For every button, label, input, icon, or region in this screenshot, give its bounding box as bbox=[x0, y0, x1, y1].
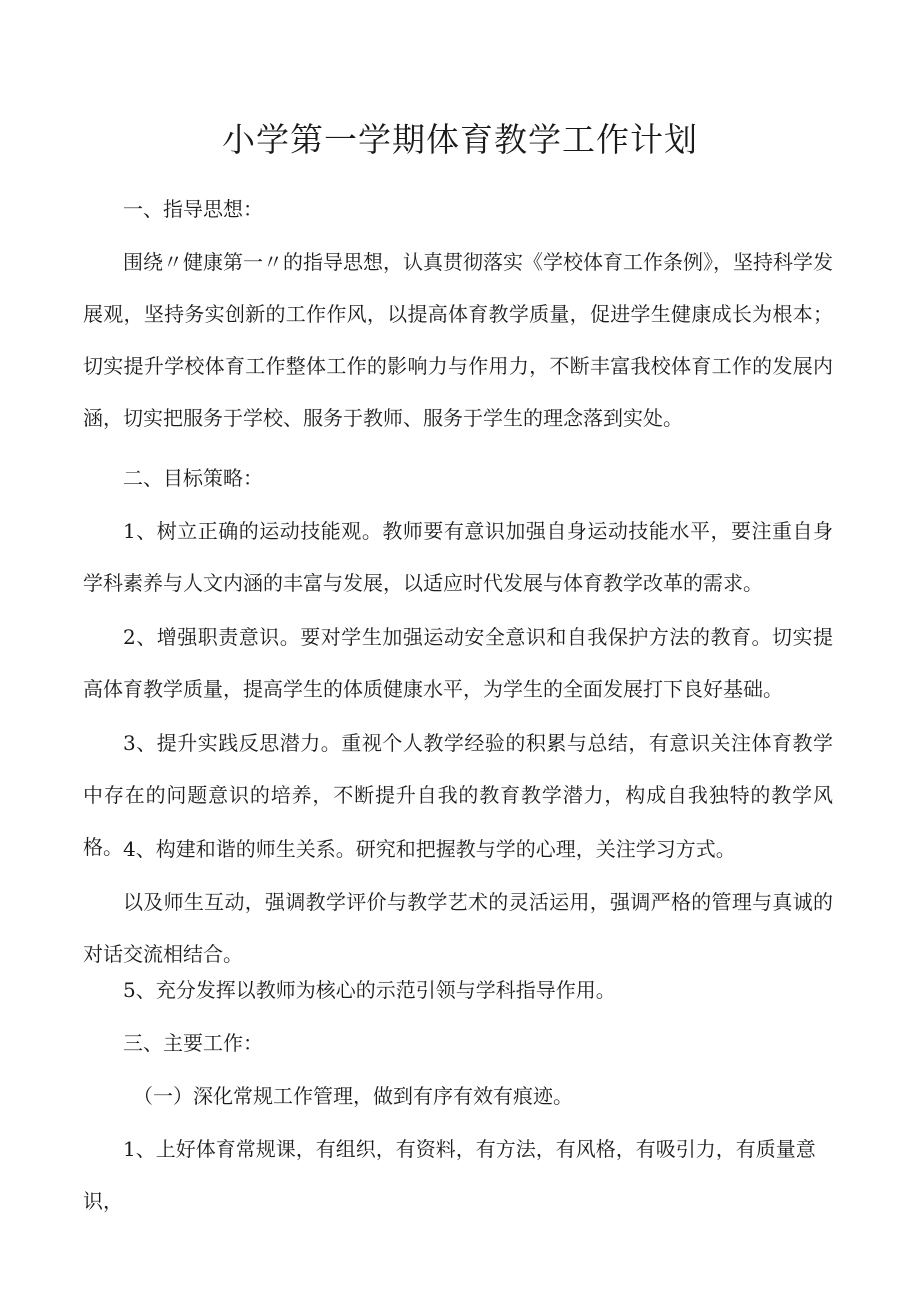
goal-item-1: 1、树立正确的运动技能观。教师要有意识加强自身运动技能水平，要注重自身学科素养与人文内涵的丰富与发展，以适应时代发展与体育教学改革的需求。 bbox=[83, 519, 833, 595]
goal-item-3: 3、提升实践反思潜力。重视个人教学经验的积累与总结，有意识关注体育教学中存在的问题意识的培养，不断提升自我的教育教学潜力，构成自我独特的教学风格。 bbox=[83, 731, 833, 859]
goal-item-4: 4、构建和谐的师生关系。研究和把握教与学的心理，关注学习方式。 bbox=[123, 837, 736, 861]
section-heading-goal-strategy: 二、目标策略： bbox=[123, 466, 263, 490]
goal-item-5: 5、充分发挥以教师为核心的示范引领与学科指导作用。 bbox=[123, 978, 616, 1002]
section-heading-main-work: 三、主要工作： bbox=[123, 1031, 263, 1055]
main-work-item-1: 1、上好体育常规课，有组织，有资料，有方法，有风格，有吸引力，有质量意识， bbox=[83, 1137, 816, 1213]
goal-item-4-continuation: 以及师生互动，强调教学评价与教学艺术的灵活运用，强调严格的管理与真诚的对话交流相结合。 bbox=[83, 890, 833, 966]
goal-item-2: 2、增强职责意识。要对学生加强运动安全意识和自我保护方法的教育。切实提高体育教学质量，提高学生的体质健康水平，为学生的全面发展打下良好基础。 bbox=[83, 625, 833, 701]
main-work-subsection-1: （一）深化常规工作管理，做到有序有效有痕迹。 bbox=[133, 1084, 573, 1108]
guiding-ideology-paragraph: 围绕〃健康第一〃的指导思想，认真贯彻落实《学校体育工作条例》，坚持科学发展观，坚持务实创新的工作作风，以提高体育教学质量，促进学生健康成长为根本；切实提升学校体育工作整体工作的影响力与作用力，不断丰富我校体育工作的发展内涵，切实把服务于学校、服务于教师、服务于学生的理念落到实处。 bbox=[83, 250, 833, 430]
document-title: 小学第一学期体育教学工作计划 bbox=[222, 120, 698, 159]
section-heading-guiding-ideology: 一、指导思想： bbox=[123, 197, 263, 221]
